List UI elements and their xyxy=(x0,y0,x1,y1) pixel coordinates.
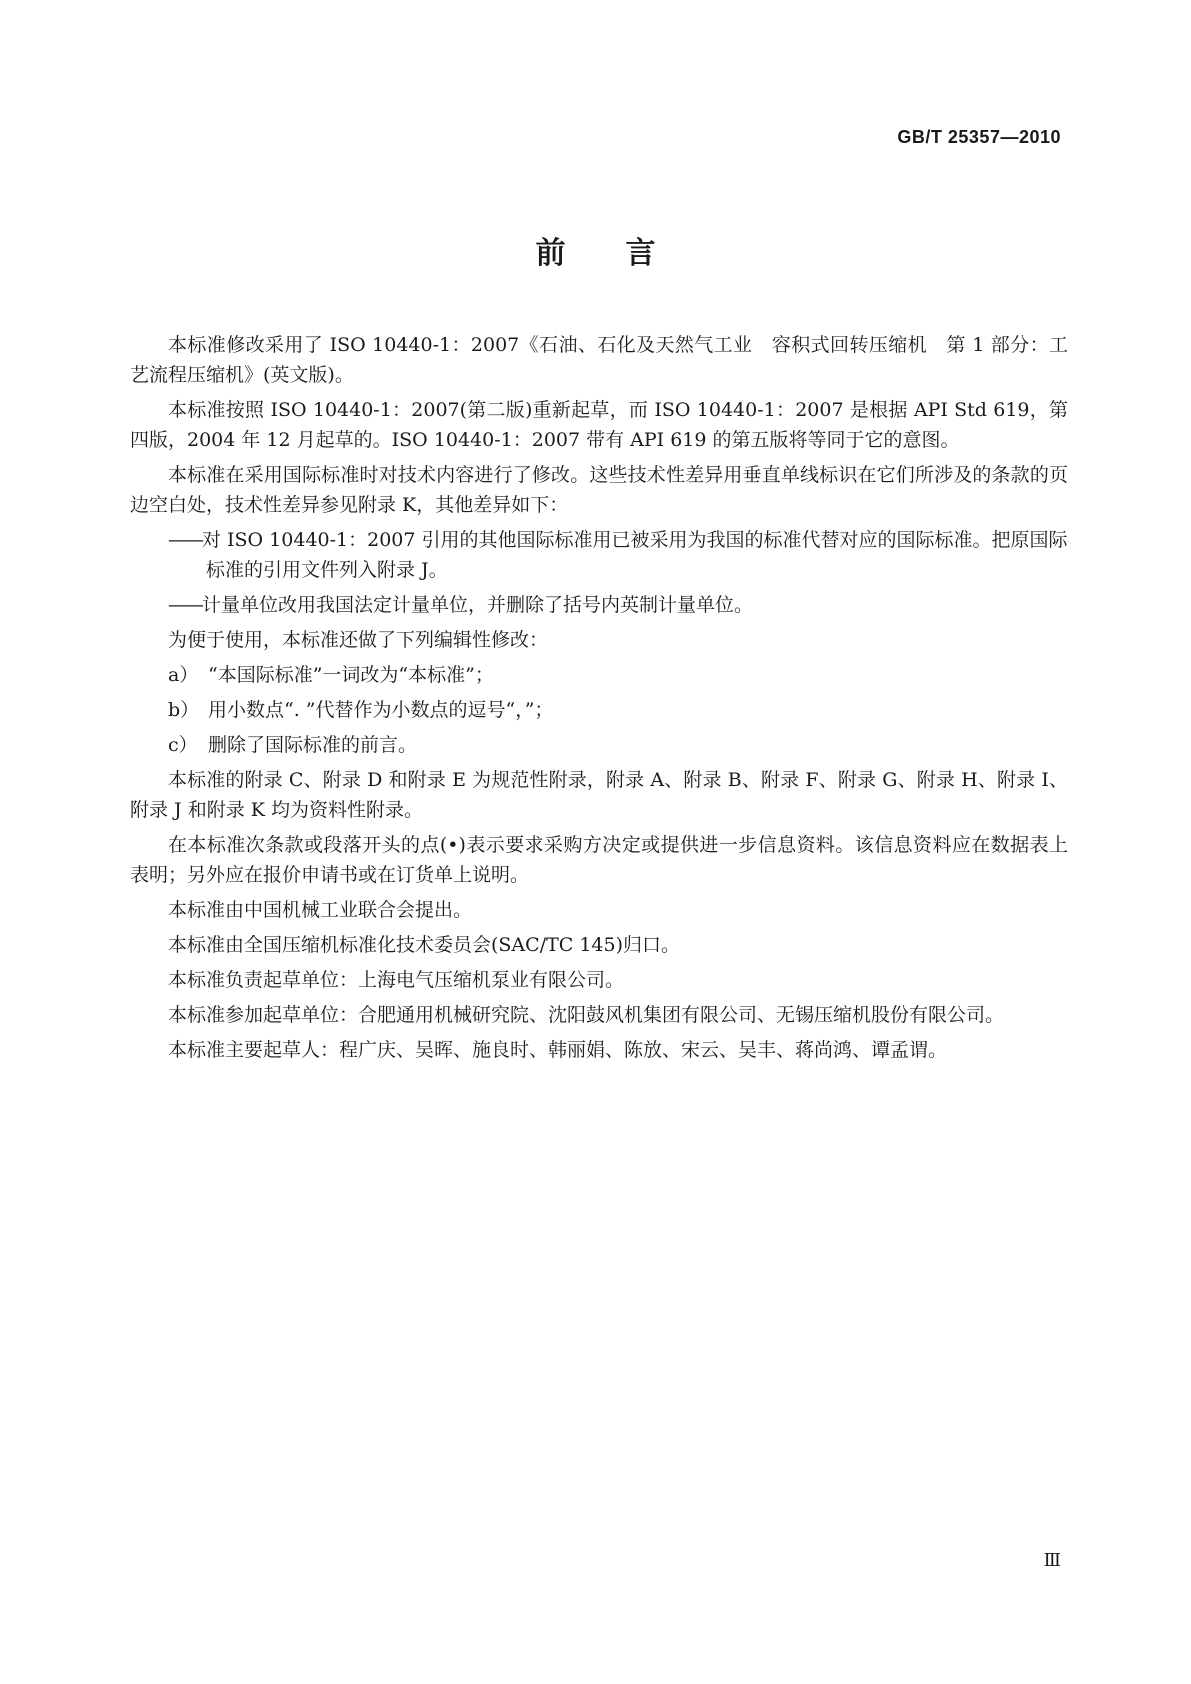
list-item-c xyxy=(130,730,1068,760)
paragraph-editorial-changes: 为便于使用，本标准还做了下列编辑性修改： xyxy=(168,629,549,651)
dash-mark: —— xyxy=(168,594,202,616)
page-number: Ⅲ xyxy=(1043,1550,1061,1571)
page-title xyxy=(0,228,1191,272)
list-item-text: “本国际标准”一词改为“本标准”； xyxy=(208,664,494,686)
paragraph-adoption: 本标准修改采用了 ISO 10440-1：2007《石油、石化及天然气工业 容积式回转压缩机 第 1 部分：工艺流程压缩机》(英文版)。 xyxy=(130,334,1068,386)
paragraph-main-drafters: 本标准主要起草人：程广庆、吴晖、施良时、韩丽娟、陈放、宋云、吴丰、蒋尚鸿、谭孟谓。 xyxy=(168,1039,948,1061)
list-item-text: 用小数点“. ”代替作为小数点的逗号“，”； xyxy=(208,699,554,721)
dash-item-text: 对 ISO 10440-1：2007 引用的其他国际标准用已被采用为我国的标准代替对应的国际标准。把原国际标准的引用文件列入附录 J。 xyxy=(202,529,1068,581)
dash-mark: —— xyxy=(168,529,202,551)
title-char-2: 言 xyxy=(625,236,656,271)
paragraph-technical-differences: 本标准在采用国际标准时对技术内容进行了修改。这些技术性差异用垂直单线标识在它们所涉及的条款的页边空白处，技术性差异参见附录 K，其他差异如下： xyxy=(130,464,1068,516)
list-item-label: b） xyxy=(168,699,200,721)
list-item-label: c） xyxy=(168,734,198,756)
paragraph-centralized-by: 本标准由全国压缩机标准化技术委员会(SAC/TC 145)归口。 xyxy=(168,934,681,956)
standard-code: GB/T 25357—2010 xyxy=(897,127,1061,147)
foreword-body xyxy=(130,330,1068,1070)
dash-item-text: 计量单位改用我国法定计量单位，并删除了括号内英制计量单位。 xyxy=(202,594,754,616)
list-item-b xyxy=(130,695,1068,725)
paragraph-drafting-basis: 本标准按照 ISO 10440-1：2007(第二版)重新起草，而 ISO 10440-1：2007 是根据 API Std 619，第四版，2004 年 12 月起草的。ISO 10440-1：2007 带有 API 619 的第五版将等同于它的意图。 xyxy=(130,399,1068,451)
paragraph-participating-units: 本标准参加起草单位：合肥通用机械研究院、沈阳鼓风机集团有限公司、无锡压缩机股份有限公司。 xyxy=(168,1004,1005,1026)
paragraph-bullet-meaning: 在本标准次条款或段落开头的点(•)表示要求采购方决定或提供进一步信息资料。该信息资料应在数据表上表明；另外应在报价申请书或在订货单上说明。 xyxy=(130,834,1068,886)
dash-item-referenced-standards xyxy=(130,525,1068,585)
list-item-a xyxy=(130,660,1068,690)
paragraph-proposed-by: 本标准由中国机械工业联合会提出。 xyxy=(168,899,473,921)
paragraph-drafting-unit: 本标准负责起草单位：上海电气压缩机泵业有限公司。 xyxy=(168,969,625,991)
list-item-label: a） xyxy=(168,664,199,686)
title-char-1: 前 xyxy=(535,236,566,271)
dash-item-units xyxy=(130,590,1068,620)
paragraph-annexes: 本标准的附录 C、附录 D 和附录 E 为规范性附录，附录 A、附录 B、附录 F、附录 G、附录 H、附录 I、附录 J 和附录 K 均为资料性附录。 xyxy=(130,769,1068,821)
list-item-text: 删除了国际标准的前言。 xyxy=(208,734,418,756)
